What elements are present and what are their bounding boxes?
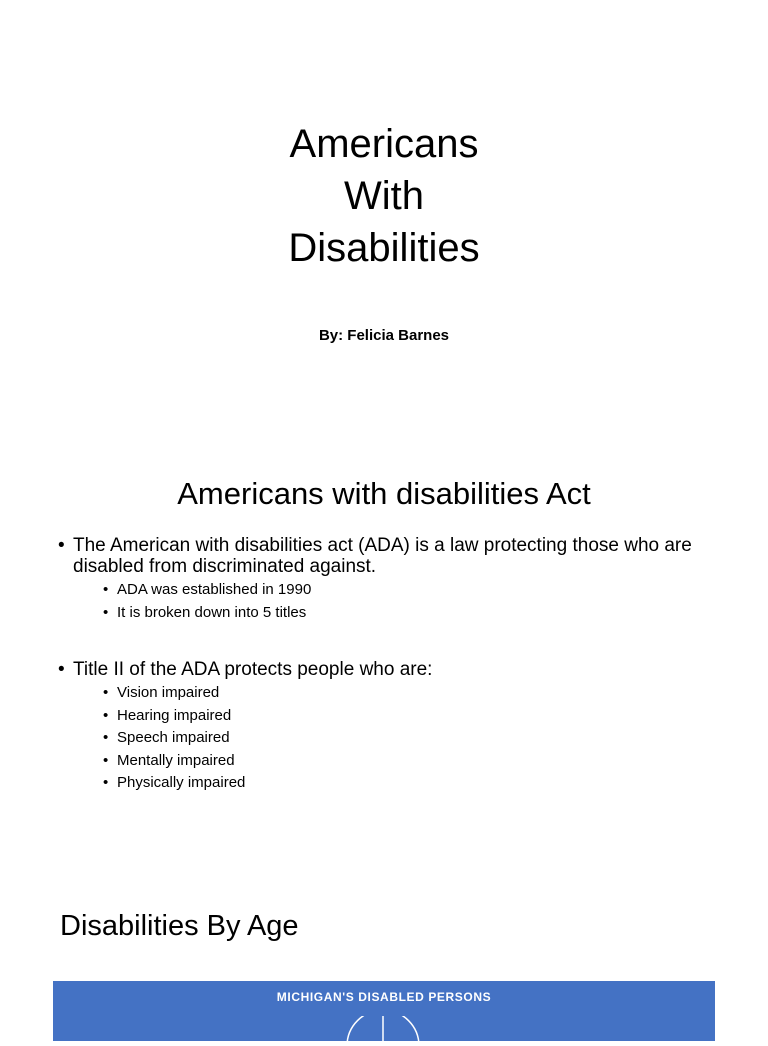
bullet-item — [58, 535, 738, 624]
ada-slide-title: Americans with disabilities Act — [177, 476, 591, 511]
sub-bullet-list — [73, 579, 738, 624]
bullet-list-ada-definition — [58, 535, 738, 624]
sub-bullet-item: • Speech impaired — [103, 727, 738, 750]
title-line-3: Disabilities — [288, 226, 480, 270]
pie-chart-top-edge — [343, 1016, 423, 1046]
chart-title: MICHIGAN'S DISABLED PERSONS — [276, 990, 492, 1004]
sub-bullet-item: • Mentally impaired — [103, 750, 738, 773]
sub-bullet-item: • ADA was established in 1990 — [103, 579, 738, 602]
author-byline: By: Felicia Barnes — [318, 327, 450, 344]
sub-bullet-item: • Vision impaired — [103, 682, 738, 705]
sub-bullet-item: • Physically impaired — [103, 772, 738, 795]
bullet-item — [58, 659, 738, 795]
ada-slide — [0, 432, 768, 862]
age-slide — [0, 862, 768, 1024]
sub-bullet-item: • It is broken down into 5 titles — [103, 602, 738, 625]
chart-panel — [53, 981, 715, 1041]
bullet-text: The American with disabilities act (ADA) is a law protecting those who are disabled from discriminated against. — [73, 535, 692, 577]
sub-bullet-item: • Hearing impaired — [103, 705, 738, 728]
sub-bullet-list — [73, 682, 738, 795]
title-line-1: Americans — [289, 122, 479, 166]
title-slide — [0, 0, 768, 432]
bullet-text: Title II of the ADA protects people who are: — [73, 659, 433, 680]
presentation-title — [0, 118, 768, 274]
bullet-list-title-two — [58, 659, 738, 795]
title-line-2: With — [344, 174, 424, 218]
age-slide-title: Disabilities By Age — [60, 910, 299, 942]
